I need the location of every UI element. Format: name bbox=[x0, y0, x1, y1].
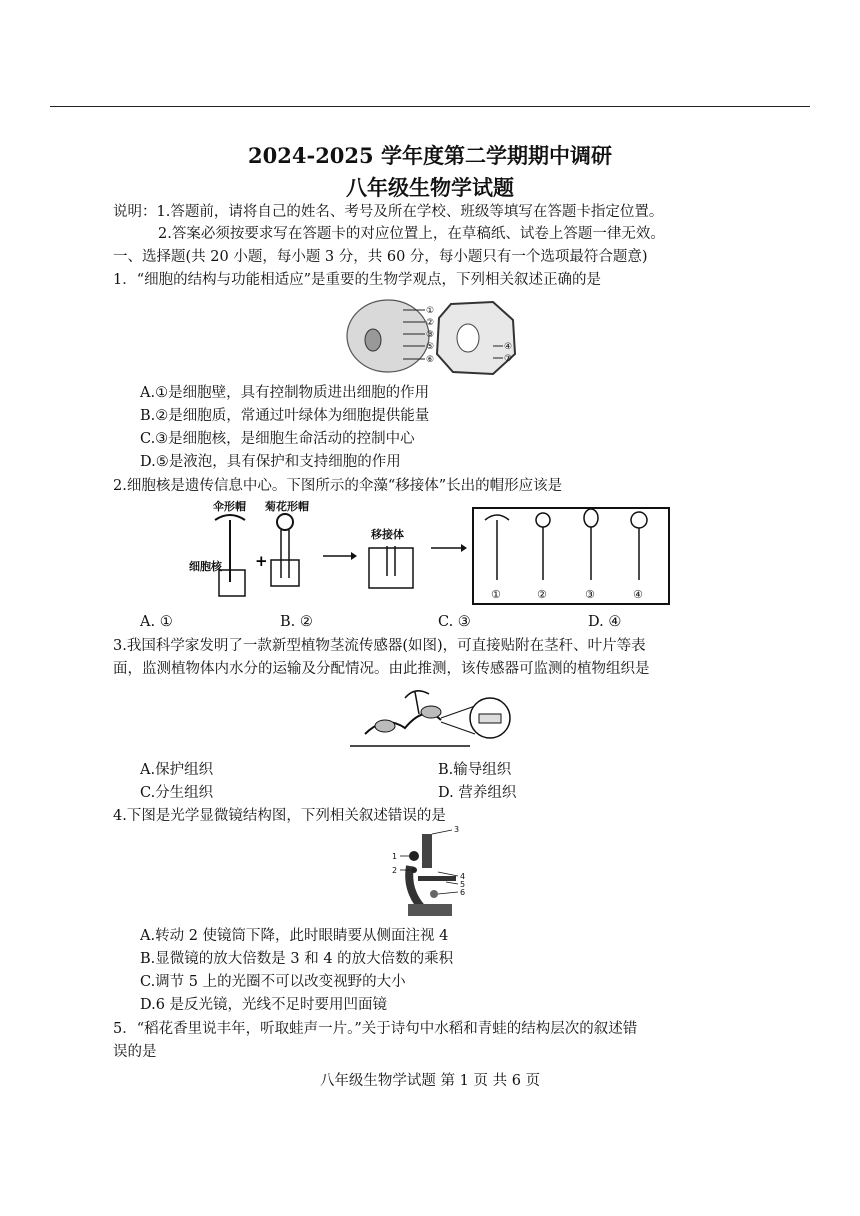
question-4-stem: 4.下图是光学显微镜结构图，下列相关叙述错误的是 bbox=[113, 808, 446, 824]
microscope-label-4: 4 bbox=[460, 872, 466, 881]
microscope-label-5: 5 bbox=[460, 880, 466, 889]
graft-choice-4: ④ bbox=[633, 588, 643, 601]
q2-option-b: B. ② bbox=[280, 614, 313, 630]
cell-label-2: ② bbox=[426, 318, 435, 328]
question-3-stem-line-2: 面，监测植物体内水分的运输及分配情况。由此推测，该传感器可监测的植物组织是 bbox=[113, 661, 650, 677]
q3-option-a: A.保护组织 bbox=[140, 762, 214, 778]
microscope-label-6: 6 bbox=[460, 888, 466, 897]
q1-option-d: D.⑤是液泡，具有保护和支持细胞的作用 bbox=[140, 454, 401, 470]
q1-option-b: B.②是细胞质，常通过叶绿体为细胞提供能量 bbox=[140, 408, 430, 424]
instruction-line-1: 说明：1.答题前，请将自己的姓名、考号及所在学校、班级等填写在答题卡指定位置。 bbox=[113, 204, 664, 220]
cell-label-7: ⑦ bbox=[504, 354, 513, 364]
cell-structure-figure bbox=[343, 296, 523, 378]
section-heading: 一、选择题(共 20 小题，每小题 3 分，共 60 分，每小题只有一个选项最符合题意) bbox=[113, 249, 648, 265]
q4-option-d: D.6 是反光镜，光线不足时要用凹面镜 bbox=[140, 997, 388, 1013]
graft-choice-3: ③ bbox=[585, 588, 595, 601]
graft-label: 移接体 bbox=[371, 528, 404, 541]
question-1-stem: 1．“细胞的结构与功能相适应”是重要的生物学观点，下列相关叙述正确的是 bbox=[113, 272, 602, 288]
q2-option-a: A. ① bbox=[140, 614, 173, 630]
question-3-stem-line-1: 3.我国科学家发明了一款新型植物茎流传感器(如图)，可直接贴附在茎秆、叶片等表 bbox=[113, 638, 646, 654]
instruction-line-2: 2.答案必须按要求写在答题卡的对应位置上，在草稿纸、试卷上答题一律无效。 bbox=[158, 226, 665, 242]
graft-choice-2: ② bbox=[537, 588, 547, 601]
question-5-stem-line-1: 5．“稻花香里说丰年，听取蛙声一片。”关于诗句中水稻和青蛙的结构层次的叙述错 bbox=[113, 1021, 638, 1037]
microscope-label-1: 1 bbox=[392, 852, 398, 861]
q3-option-b: B.输导组织 bbox=[438, 762, 512, 778]
q4-option-c: C.调节 5 上的光圈不可以改变视野的大小 bbox=[140, 974, 406, 990]
umbrella-cap-label: 伞形帽 bbox=[213, 500, 246, 513]
q2-option-d: D. ④ bbox=[588, 614, 622, 630]
exam-title: 2024-2025 学年度第二学期期中调研 bbox=[248, 143, 612, 168]
q2-option-c: C. ③ bbox=[438, 614, 471, 630]
nucleus-label: 细胞核 bbox=[189, 560, 222, 573]
q3-option-d: D. 营养组织 bbox=[438, 785, 517, 801]
graft-choice-1: ① bbox=[491, 588, 501, 601]
exam-subtitle: 八年级生物学试题 bbox=[346, 175, 514, 200]
q1-option-a: A.①是细胞壁，具有控制物质进出细胞的作用 bbox=[140, 385, 430, 401]
plant-cell-vacuole bbox=[457, 324, 479, 352]
cell-label-5: ⑤ bbox=[426, 342, 435, 352]
microscope-label-3: 3 bbox=[454, 826, 460, 834]
cell-label-3: ③ bbox=[426, 330, 435, 340]
page-footer: 八年级生物学试题 第 1 页 共 6 页 bbox=[319, 1073, 541, 1089]
question-5-stem-line-2: 误的是 bbox=[113, 1044, 157, 1060]
top-rule bbox=[50, 106, 810, 107]
animal-cell-nucleus bbox=[365, 329, 381, 351]
q4-option-a: A.转动 2 使镜筒下降，此时眼睛要从侧面注视 4 bbox=[140, 928, 449, 944]
daisy-cap-label: 菊花形帽 bbox=[265, 500, 309, 513]
acetabularia-graft-figure bbox=[185, 498, 675, 608]
cell-label-1: ① bbox=[426, 306, 435, 316]
cell-label-6: ⑥ bbox=[426, 355, 435, 365]
cell-label-4: ④ bbox=[504, 342, 513, 352]
q3-option-c: C.分生组织 bbox=[140, 785, 214, 801]
animal-cell-shape bbox=[347, 300, 429, 372]
plant-sensor-figure bbox=[345, 684, 515, 754]
question-2-stem: 2.细胞核是遗传信息中心。下图所示的伞藻“移接体”长出的帽形应该是 bbox=[113, 478, 563, 494]
plus-sign: + bbox=[255, 552, 268, 570]
microscope-label-2: 2 bbox=[392, 866, 398, 875]
q1-option-c: C.③是细胞核，是细胞生命活动的控制中心 bbox=[140, 431, 415, 447]
q4-option-b: B.显微镜的放大倍数是 3 和 4 的放大倍数的乘积 bbox=[140, 951, 454, 967]
microscope-figure bbox=[388, 826, 474, 920]
